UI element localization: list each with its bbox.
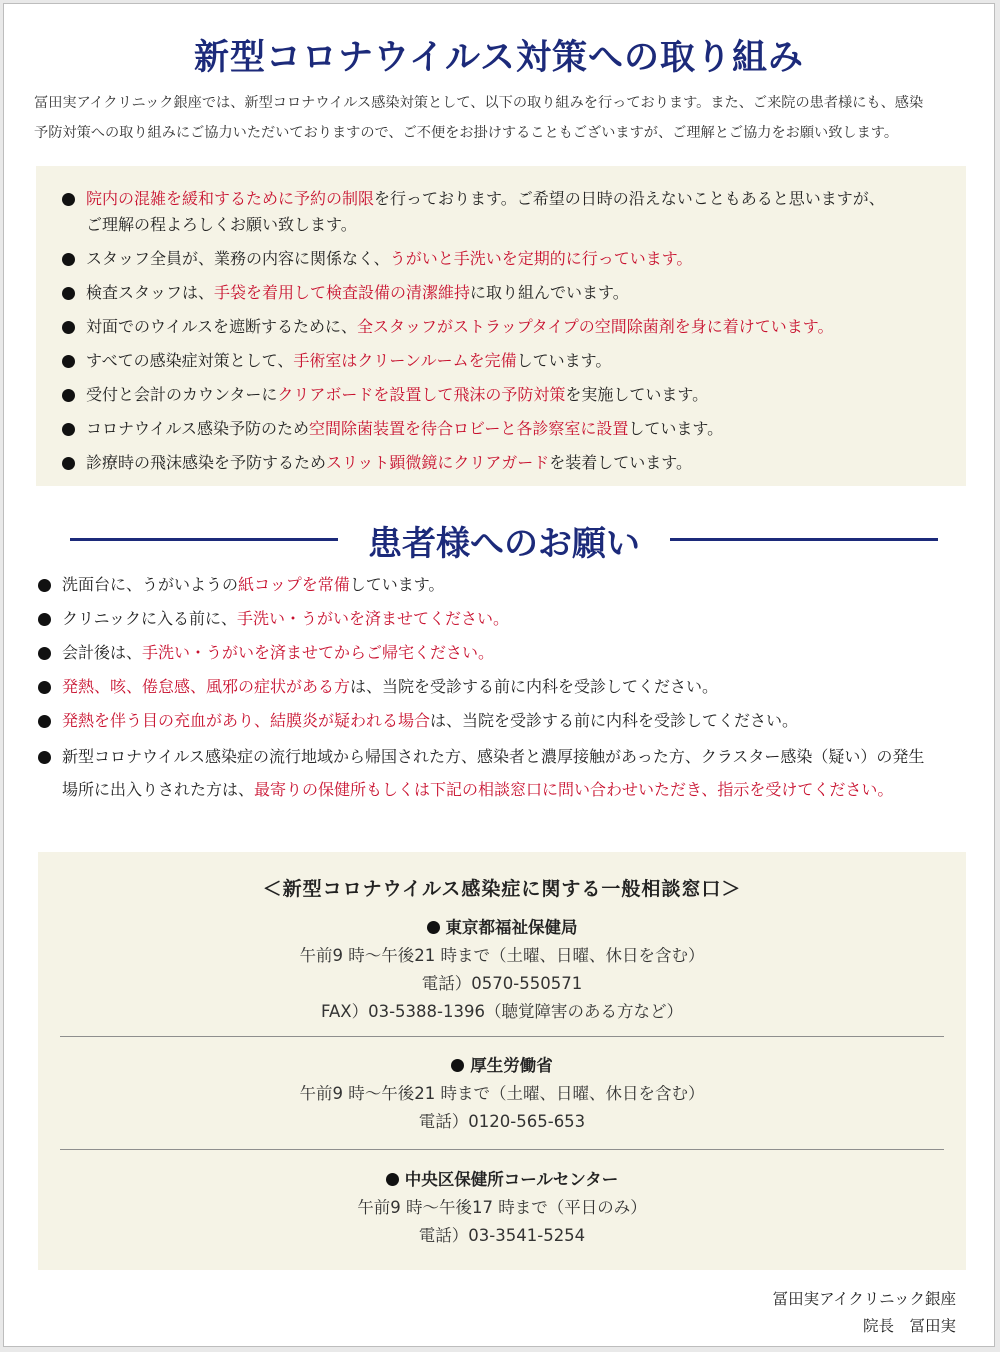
org-name: 東京都福祉保健局 bbox=[445, 918, 578, 937]
org-hours: 午前9 時～午後21 時まで（土曜、日曜、休日を含む） bbox=[299, 1084, 705, 1103]
bullet-icon bbox=[62, 457, 75, 470]
director-name: 院長 冨田実 bbox=[862, 1317, 956, 1335]
org-hours: 午前9 時～午後17 時まで（平日のみ） bbox=[357, 1198, 647, 1217]
measure-item: 受付と会計のカウンターにクリアボードを設置して飛沫の予防対策を実施しています。 bbox=[62, 382, 946, 408]
measures-list bbox=[36, 166, 966, 476]
bullet-icon bbox=[38, 613, 51, 626]
measure-item: すべての感染症対策として、手術室はクリーンルームを完備しています。 bbox=[62, 348, 946, 374]
measure-item: 検査スタッフは、手袋を着用して検査設備の清潔維持に取り組んでいます。 bbox=[62, 280, 946, 306]
bullet-icon bbox=[62, 389, 75, 402]
measures-panel bbox=[36, 166, 966, 486]
heading-rule-left bbox=[70, 538, 338, 541]
intro-text bbox=[34, 88, 974, 148]
bullet-icon bbox=[62, 253, 75, 266]
measure-item: スタッフ全員が、業務の内容に関係なく、うがいと手洗いを定期的に行っています。 bbox=[62, 246, 946, 272]
org-phone: 電話）0120-565-653 bbox=[418, 1112, 586, 1131]
request-item: 発熱、咳、倦怠感、風邪の症状がある方は、当院を受診する前に内科を受診してください。 bbox=[38, 674, 978, 700]
contact-org-mhlw bbox=[38, 1052, 966, 1136]
request-item: 洗面台に、うがいようの紙コップを常備しています。 bbox=[38, 572, 978, 598]
requests-heading bbox=[4, 514, 994, 564]
contact-org-tokyo bbox=[38, 914, 966, 1026]
org-fax: FAX）03-5388-1396（聴覚障害のある方など） bbox=[321, 1002, 683, 1021]
bullet-icon bbox=[62, 355, 75, 368]
bullet-icon bbox=[451, 1059, 464, 1072]
requests-section bbox=[38, 572, 978, 814]
request-item: 新型コロナウイルス感染症の流行地域から帰国された方、感染者と濃厚接触があった方、クラスター感染（疑い）の発生 場所に出入りされた方は、最寄りの保健所もしくは下記の相談窓口に問い合わせいただき、指示を受けてください。 bbox=[38, 740, 978, 806]
bullet-icon bbox=[62, 193, 75, 206]
request-item: 会計後は、手洗い・うがいを済ませてからご帰宅ください。 bbox=[38, 640, 978, 666]
contact-org-chuo bbox=[38, 1166, 966, 1250]
bullet-icon bbox=[38, 681, 51, 694]
bullet-icon bbox=[62, 287, 75, 300]
bullet-icon bbox=[38, 751, 51, 764]
heading-rule-right bbox=[670, 538, 938, 541]
contact-title: ＜新型コロナウイルス感染症に関する一般相談窓口＞ bbox=[262, 878, 742, 900]
divider bbox=[60, 1149, 944, 1150]
measure-item: 診療時の飛沫感染を予防するためスリット顕微鏡にクリアガードを装着しています。 bbox=[62, 450, 946, 476]
org-phone: 電話）0570-550571 bbox=[421, 974, 583, 993]
bullet-icon bbox=[427, 921, 440, 934]
org-phone: 電話）03-3541-5254 bbox=[418, 1226, 586, 1245]
bullet-icon bbox=[38, 647, 51, 660]
measure-item: 院内の混雑を緩和するために予約の制限を行っております。ご希望の日時の沿えないこともあると思いますが、 ご理解の程よろしくお願い致します。 bbox=[62, 186, 946, 238]
requests-title: 患者様へのお願い bbox=[368, 524, 640, 564]
page-frame bbox=[3, 3, 995, 1347]
contact-panel bbox=[38, 852, 966, 1270]
measure-item: コロナウイルス感染予防のため空間除菌装置を待合ロビーと各診察室に設置しています。 bbox=[62, 416, 946, 442]
bullet-icon bbox=[62, 321, 75, 334]
measure-item: 対面でのウイルスを遮断するために、全スタッフがストラップタイプの空間除菌剤を身に着けています。 bbox=[62, 314, 946, 340]
intro-line-2: 予防対策への取り組みにご協力いただいておりますので、ご不便をお掛けすることもございますが、ご理解とご協力をお願い致します。 bbox=[34, 125, 899, 141]
org-name: 厚生労働省 bbox=[470, 1056, 553, 1075]
bullet-icon bbox=[38, 715, 51, 728]
request-item: 発熱を伴う目の充血があり、結膜炎が疑われる場合は、当院を受診する前に内科を受診してください。 bbox=[38, 708, 978, 734]
requests-list bbox=[38, 572, 978, 806]
clinic-name: 冨田実アイクリニック銀座 bbox=[772, 1290, 956, 1308]
bullet-icon bbox=[38, 579, 51, 592]
org-hours: 午前9 時～午後21 時まで（土曜、日曜、休日を含む） bbox=[299, 946, 705, 965]
divider bbox=[60, 1036, 944, 1037]
bullet-icon bbox=[386, 1173, 399, 1186]
intro-line-1: 冨田実アイクリニック銀座では、新型コロナウイルス感染対策として、以下の取り組みを行っております。また、ご来院の患者様にも、感染 bbox=[34, 95, 924, 111]
org-name: 中央区保健所コールセンター bbox=[404, 1170, 619, 1189]
request-item: クリニックに入る前に、手洗い・うがいを済ませてください。 bbox=[38, 606, 978, 632]
signature bbox=[773, 1286, 956, 1340]
page-title: 新型コロナウイルス対策への取り組み bbox=[194, 37, 804, 78]
bullet-icon bbox=[62, 423, 75, 436]
